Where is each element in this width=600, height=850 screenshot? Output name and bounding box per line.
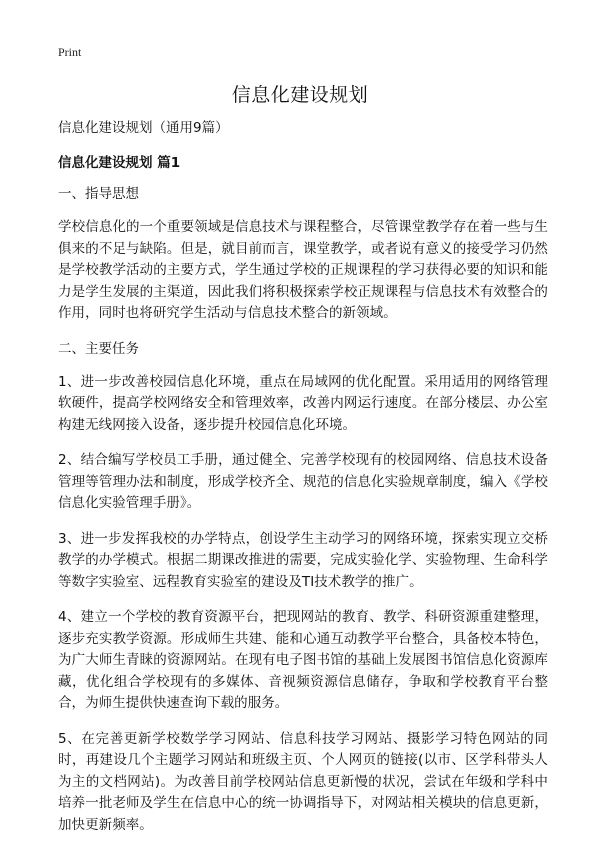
document-body — [58, 118, 548, 850]
paragraph: 3、进一步发挥我校的办学特点，创设学生主动学习的网络环境，探索实现立交桥教学的办学模式。根据二期课改推进的需要，完成实验化学、实验物理、生命科学等数字实验室、远程教育实验室的建设及TI技术教学的推广。 — [58, 530, 548, 590]
section-guiding-ideology — [58, 184, 548, 325]
paragraph: 1、进一步改善校园信息化环境，重点在局域网的优化配置。采用适用的网络管理软硬件，提高学校网络安全和管理效率，改善内网运行速度。在部分楼层、办公室构建无线网接入设备，逐步提升校园信息化环境。 — [58, 373, 548, 433]
paragraph: 学校信息化的一个重要领域是信息技术与课程整合，尽管课堂教学存在着一些与生俱来的不足与缺陷。但是，就目前而言，课堂教学，或者说有意义的接受学习仍然是学校教学活动的主要方式，学生通过学校的正规课程的学习获得必要的知识和能力是学生发展的主渠道，因此我们将积极探索学校正规课程与信息技术有效整合的作用，同时也将研究学生活动与信息技术整合的新领域。 — [58, 219, 548, 321]
page-title: 信息化建设规划 — [231, 84, 369, 106]
paragraph: 2、结合编写学校员工手册，通过健全、完善学校现有的校园网络、信息技术设备管理等管理办法和制度，形成学校齐全、规范的信息化实验规章制度，编入《学校信息化实验管理手册》。 — [58, 452, 548, 511]
paragraph: 4、建立一个学校的教育资源平台，把现网站的教育、教学、科研资源重建整理，逐步充实教学资源。形成师生共建、能和心通互动教学平台整合，具备校本特色，为广大师生青睐的资源网站。在现有电子图书馆的基础上发展图书馆信息化资源库藏，优化组合学校现有的多媒体、音视频资源信息储存，争取和学校教育平台整合，为师生提供快速查询下载的服务。 — [58, 609, 548, 711]
print-link[interactable]: Print — [58, 45, 82, 59]
document-subtitle: 信息化建设规划（通用9篇） — [58, 120, 229, 136]
section-main-tasks — [58, 339, 548, 837]
paragraph: 5、在完善更新学校数学学习网站、信息科技学习网站、摄影学习特色网站的同时，再建设几个主题学习网站和班级主页、个人网页的链接(以市、区学科带头人为主的文档网站)。为改善目前学校网站信息更新慢的状况，尝试在年级和学科中培养一批老师及学生在信息中心的统一协调指导下，对网站相关模块的信息更新，加快更新频率。 — [58, 730, 548, 833]
section-heading: 一、指导思想 — [58, 186, 139, 202]
article-heading: 信息化建设规划 篇1 — [58, 155, 181, 171]
section-heading: 二、主要任务 — [58, 340, 139, 357]
